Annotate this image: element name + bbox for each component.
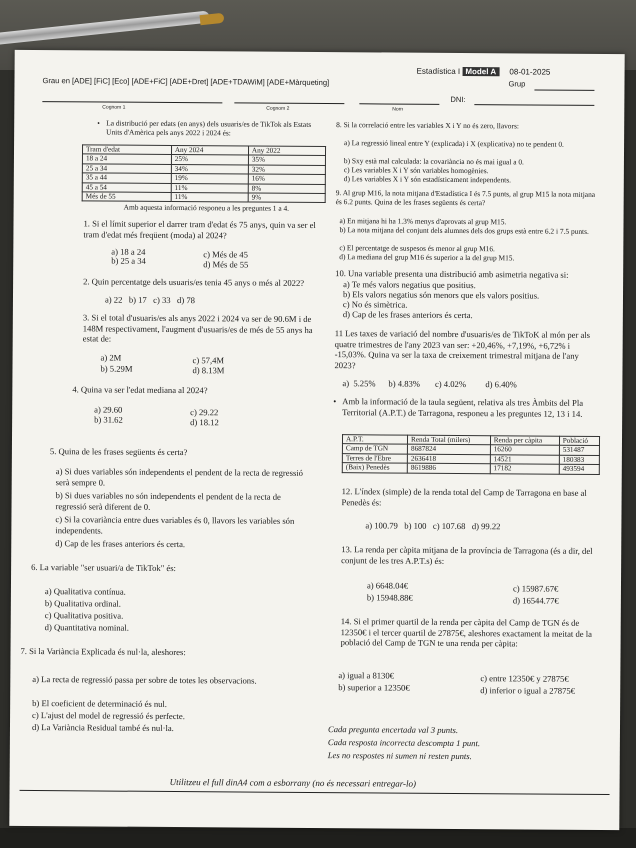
- scoring-line-3: Les no respostes ni sumen ni resten punts.: [327, 750, 472, 762]
- table-cell: 17182: [490, 464, 559, 474]
- table-cell: (Baix) Penedès: [342, 463, 407, 473]
- q3-option-b: b) 5.29M: [100, 363, 133, 374]
- exam-date: 08-01-2025: [509, 67, 551, 77]
- q14-option-a: a) igual a 8130€: [338, 670, 395, 681]
- q4-option-d: d) 18.12: [190, 417, 219, 428]
- table-cell: Camp de TGN: [342, 444, 407, 454]
- grup-label: Grup: [508, 79, 526, 89]
- q9-option-a: a) En mitjana hi ha 1.3% menys d'aprovats al grup M15.: [339, 216, 507, 227]
- q7-option-b: b) El coeficient de determinació és nul.: [32, 698, 168, 709]
- table-cell: 493594: [559, 464, 599, 474]
- header-right: [417, 67, 551, 79]
- table-cell: 16%: [248, 174, 325, 184]
- q1-option-b: b) 25 a 34: [111, 255, 146, 266]
- q11-text: 11 Les taxes de variació del nombre d'usuaris/es de TikToK al món per als quatre trimestres de l'any 2023 van ser: +20,46%, +7,19%, +6,72% i -15,03%. Quina va ser la taxa de creixement trimestral mitjana de l'any 2023?: [334, 328, 591, 371]
- q2-text: 2. Quin percentatge dels usuaris/es tenia 45 anys o més al 2022?: [83, 276, 305, 288]
- age-table-col: Any 2022: [248, 146, 325, 156]
- q4-option-b: b) 31.62: [94, 414, 123, 425]
- age-table-col: Tram d'edat: [82, 145, 171, 155]
- table-cell: 45 a 54: [82, 182, 171, 192]
- apt-table-col: A.P.T.: [342, 435, 407, 445]
- q13-option-c: c) 15987.67€: [512, 583, 559, 594]
- table-cell: 8619886: [407, 463, 490, 473]
- model-badge: Model A: [462, 67, 499, 76]
- q9-text: 9. Al grup M16, la nota mitjana d'Estadística I és 7.5 punts, al grup M15 la nota mitjana és 6.2 punts. Quina de les frases següents és certa?: [335, 188, 596, 208]
- q5-option-b: b) Si dues variables no són independents el pendent de la recta de regressió serà diferent de 0.: [55, 490, 281, 512]
- q13-option-d: d) 16544.77€: [512, 595, 559, 606]
- subject: Estadística I: [416, 66, 461, 76]
- q1-option-c: c) Més de 45: [203, 249, 248, 260]
- q14-option-b: b) superior a 12350€: [338, 682, 410, 693]
- q10-option-d: d) Cap de les frases anteriors és certa.: [342, 309, 473, 321]
- q7-text: 7. Si la Variància Explicada és nul·la, aleshores:: [20, 645, 186, 658]
- table-cell: 180383: [559, 455, 599, 465]
- table-cell: Més de 55: [82, 192, 171, 202]
- scoring-line-2: Cada resposta incorrecta descompta 1 punt.: [327, 737, 481, 749]
- table-cell: 35 a 44: [82, 173, 171, 183]
- q4-option-a: a) 29.60: [94, 404, 123, 415]
- q3-option-d: d) 8.13M: [192, 365, 225, 376]
- apt-table-col: Població: [559, 436, 599, 446]
- q6-option-b: b) Qualitativa ordinal.: [44, 598, 122, 609]
- q4-option-c: c) 29.22: [190, 407, 219, 418]
- age-table-col: Any 2024: [171, 145, 248, 155]
- table-cell: 19%: [171, 174, 248, 184]
- q10-text: 10. Una variable presenta una distribució amb asimetria negativa si:: [335, 268, 569, 280]
- q10-option-b: b) Els valors negatius són menors que els valors positius.: [342, 289, 540, 301]
- apt-table-col: Renda Total (milers): [408, 435, 491, 445]
- cognom2-label: Cognom 2: [266, 105, 290, 112]
- q7-option-c: c) L'ajust del model de regressió és perfecte.: [32, 710, 185, 722]
- q8-option-a: a) La regressió lineal entre Y (explicada) i X (explicativa) no te pendent 0.: [344, 138, 564, 149]
- table-cell: 14521: [490, 455, 559, 465]
- q5-option-d: d) Cap de les frases anteriors és certa.: [55, 538, 186, 550]
- q8-text: 8. Si la correlació entre les variables X i Y no és zero, llavors:: [336, 120, 519, 131]
- q1-option-d: d) Més de 55: [203, 259, 249, 270]
- q7-option-d: d) La Variància Residual també és nul·la.: [31, 722, 174, 734]
- age-table: [82, 144, 326, 203]
- apt-table-col: Renda per càpita: [490, 436, 559, 446]
- cognom1-label: Cognom 1: [102, 104, 126, 111]
- scoring-line-1: Cada pregunta encertada val 3 punts.: [327, 724, 459, 735]
- q10-option-c: c) No és simètrica.: [342, 299, 408, 310]
- intro-text: • La distribució per edats (en anys) dels usuaris/es de TikTok als Estats Units d'Amèrica pels anys 2022 i 2024 és:: [106, 119, 322, 139]
- table-cell: 32%: [248, 165, 325, 175]
- q2-options: a) 22 b) 17 c) 33 d) 78: [104, 294, 195, 306]
- table-cell: 16260: [490, 445, 559, 455]
- q4-text: 4. Quina va ser l'edat mediana al 2024?: [72, 384, 208, 396]
- degrees: Grau en [ADE] [FiC] [Eco] [ADE+FiC] [ADE+Dret] [ADE+TDAWiM] [ADE+Màrqueting]: [42, 76, 330, 88]
- q1-option-a: a) 18 a 24: [111, 246, 146, 257]
- table-cell: 9%: [248, 193, 325, 203]
- q6-text: 6. La variable "ser usuari/a de TikTok" és:: [31, 562, 176, 574]
- table-cell: 18 a 24: [82, 154, 171, 164]
- table-cell: 11%: [171, 183, 248, 193]
- table-cell: Terres de l'Ebre: [342, 453, 407, 463]
- q6-option-c: c) Qualitativa positiva.: [44, 610, 124, 621]
- table-cell: 11%: [171, 193, 248, 203]
- q13-option-b: b) 15948.88€: [366, 592, 413, 603]
- q9-option-d: d) La mediana del grup M16 és superior a la del grup M15.: [339, 252, 515, 263]
- q8-option-c: c) Les variables X i Y són variables homogènies.: [343, 165, 489, 176]
- q7-option-a: a) La recta de regressió passa per sobre de totes les observacions.: [32, 674, 257, 686]
- exam-sheet: [9, 50, 624, 830]
- table-note: Amb aquesta informació responeu a les preguntes 1 a 4.: [123, 202, 290, 213]
- q8-option-d: d) Les variables X i Y són estadísticament independents.: [343, 174, 511, 185]
- q1-text: 1. Si el límit superior el darrer tram d'edat és 75 anys, quin va ser el tram d'edat més freqüent (moda) al 2024?: [83, 218, 316, 240]
- table-cell: 2636418: [407, 454, 490, 464]
- q13-text: 13. La renda per càpita mitjana de la província de Tarragona (és a dir, del conjunt de les tres A.P.T.s) és:: [341, 544, 593, 566]
- intro2-text: • Amb la informació de la taula següent, relativa als tres Àmbits del Pla Territorial (A.P.T.) de Tarragona, responeu a les preguntes 12, 13 i 14.: [342, 396, 600, 419]
- table-cell: 25%: [171, 155, 248, 165]
- table-cell: 8%: [248, 184, 325, 194]
- q3-option-c: c) 57,4M: [192, 355, 225, 366]
- q14-option-d: d) inferior o igual a 27875€: [480, 685, 576, 696]
- q13-option-a: a) 6648.04€: [366, 580, 409, 591]
- q14-text: 14. Si el primer quartil de la renda per càpita del Camp de TGN és de 12350€ i el tercer quartil de 27875€, aleshores exactament la meitat de la població del Camp de TGN te una renda per càpita:: [340, 616, 592, 649]
- table-cell: 8687824: [407, 445, 490, 455]
- dni-line: [474, 104, 594, 106]
- table-cell: 25 a 34: [82, 164, 171, 174]
- table-row: [82, 192, 325, 203]
- q10-option-a: a) Te més valors negatius que positius.: [343, 279, 476, 291]
- apt-table: [342, 434, 600, 474]
- q6-option-a: a) Qualitativa contínua.: [44, 586, 126, 597]
- q12-text: 12. L'índex (simple) de la renda total del Camp de Tarragona en base al Penedès és:: [341, 486, 587, 508]
- q5-option-c: c) Si la covariància entre dues variables és 0, llavors les variables són independents.: [55, 514, 295, 536]
- q3-text: 3. Si el total d'usuaris/es als anys 2022 i 2024 va ser de 90.6M i de 148M respectivament, l'augment d'usuaris/es de més de 55 anys ha estat de:: [82, 312, 313, 344]
- table-cell: 34%: [171, 164, 248, 174]
- q8-option-b: b) Sxy està mal calculada: la covariància no és mai igual a 0.: [343, 156, 524, 167]
- q14-option-c: c) entre 12350€ y 27875€: [480, 673, 569, 684]
- table-cell: 531487: [559, 446, 599, 456]
- nom-label: Nom: [392, 106, 403, 113]
- q6-option-d: d) Quantitativa nominal.: [44, 622, 129, 633]
- q5-text: 5. Quina de les frases següents és certa?: [49, 446, 188, 458]
- footer-note: Utilitzeu el full dinA4 com a esborrany (no és necessari entregar-lo): [169, 776, 417, 789]
- q3-option-a: a) 2M: [100, 352, 122, 363]
- q11-options: a) 5.25% b) 4.83% c) 4.02% d) 6.40%: [342, 378, 517, 390]
- grup-line: [534, 90, 594, 91]
- table-row: [342, 463, 599, 474]
- dni-label: DNI:: [450, 94, 466, 105]
- table-cell: 35%: [248, 155, 325, 165]
- q12-options: a) 100.79 b) 100 c) 107.68 d) 99.22: [365, 520, 501, 532]
- desk-bottom: [0, 828, 636, 848]
- cognom1-line: [42, 101, 222, 103]
- q5-option-a: a) Si dues variables són independents el pendent de la recta de regressió serà sempre 0.: [55, 466, 304, 488]
- footer-rule: [20, 790, 610, 795]
- q9-option-c: c) El percentatge de suspesos és menor al grup M16.: [339, 243, 495, 254]
- q9-option-b: b) La nota mitjana del conjunt dels alumnes dels dos grups està entre 6.2 i 7.5 punts.: [339, 225, 589, 236]
